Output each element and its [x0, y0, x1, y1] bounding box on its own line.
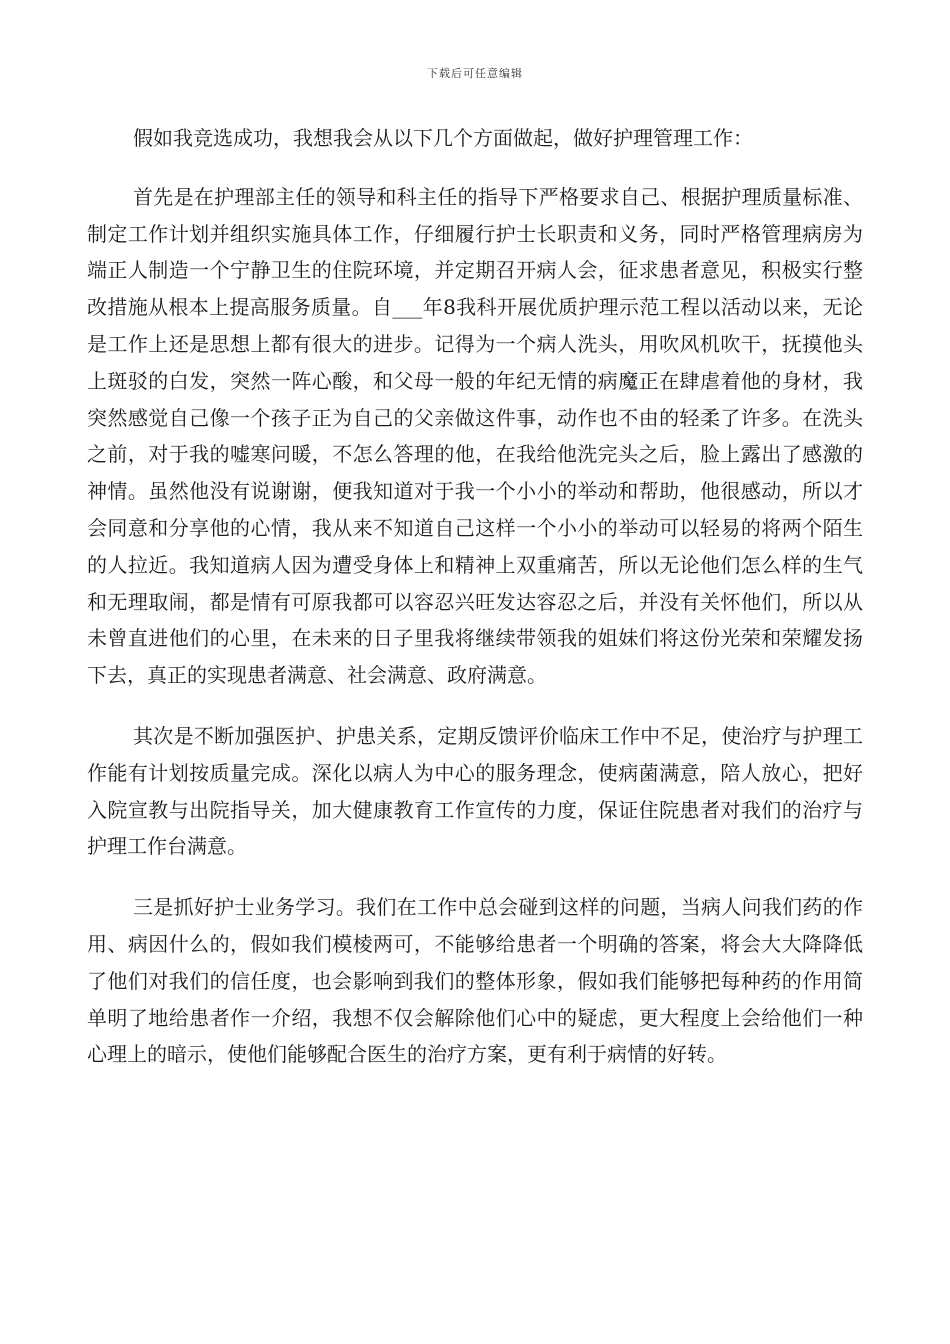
paragraph-first: 首先是在护理部主任的领导和科主任的指导下严格要求自己、根据护理质量标准、制定工作计划并组织实施具体工作，仔细履行护士长职责和义务，同时严格管理病房为端正人制造一个宁静卫生的住院环境，并定期召开病人会，征求患者意见，积极实行整改措施从根本上提高服务质量。自___年8我科开展优质护理示范工程以活动以来，无论是工作上还是思想上都有很大的进步。记得为一个病人洗头，用吹风机吹干，抚摸他头上斑驳的白发，突然一阵心酸，和父母一般的年纪无情的病魔正在肆虐着他的身材，我突然感觉自己像一个孩子正为自己的父亲做这件事，动作也不由的轻柔了许多。在洗头之前，对于我的嘘寒问暖，不怎么答理的他，在我给他洗完头之后，脸上露出了感激的神情。虽然他没有说谢谢，便我知道对于我一个小小的举动和帮助，他很感动，所以才会同意和分享他的心情，我从来不知道自己这样一个小小的举动可以轻易的将两个陌生的人拉近。我知道病人因为遭受身体上和精神上双重痛苦，所以无论他们怎么样的生气和无理取闹，都是情有可原我都可以容忍兴旺发达容忍之后，并没有关怀他们，所以从未曾直进他们的心里，在未来的日子里我将继续带领我的姐妹们将这份光荣和荣耀发扬下去，真正的实现患者满意、社会满意、政府满意。 [87, 184, 863, 688]
paragraph-second: 其次是不断加强医护、护患关系，定期反馈评价临床工作中不足，使治疗与护理工作能有计划按质量完成。深化以病人为中心的服务理念，使病菌满意，陪人放心，把好入院宣教与出院指导关，加大健康教育工作宣传的力度，保证住院患者对我们的治疗与护理工作台满意。 [87, 723, 863, 859]
header-note: 下载后可任意编辑 [427, 67, 523, 80]
paragraph-third: 三是抓好护士业务学习。我们在工作中总会碰到这样的问题，当病人问我们药的作用、病因什么的，假如我们模棱两可，不能够给患者一个明确的答案，将会大大降降低了他们对我们的信任度，也会影响到我们的整体形象，假如我们能够把每种药的作用简单明了地给患者作一介绍，我想不仅会解除他们心中的疑虑，更大程度上会给他们一种心理上的暗示，使他们能够配合医生的治疗方案，更有利于病情的好转。 [87, 895, 863, 1067]
document-body [87, 120, 863, 1073]
paragraph-intro: 假如我竞选成功，我想我会从以下几个方面做起，做好护理管理工作： [133, 126, 753, 150]
